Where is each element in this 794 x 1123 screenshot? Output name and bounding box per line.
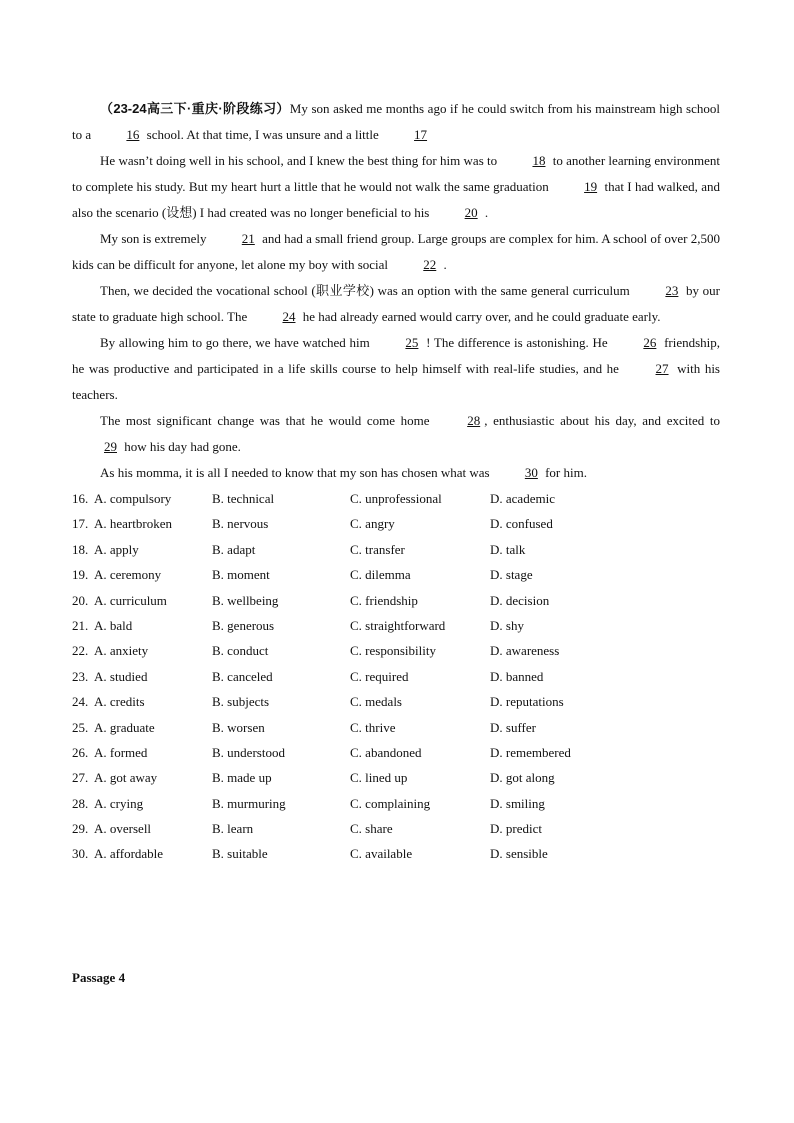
question-number: 29. bbox=[72, 821, 89, 837]
text: friendship, he was productive and participated in a life skills course to help himself with real-life studies, and he bbox=[72, 335, 721, 376]
option-d[interactable]: D. academic bbox=[490, 491, 555, 506]
question-number: 19. bbox=[72, 567, 89, 583]
text: ! The difference is astonishing. He bbox=[426, 335, 608, 350]
option-b[interactable]: B. suitable bbox=[212, 846, 268, 862]
option-a[interactable]: A. ceremony bbox=[94, 567, 162, 583]
option-c[interactable]: C. straightforward bbox=[350, 617, 446, 633]
option-c[interactable]: C. transfer bbox=[350, 541, 405, 557]
option-a[interactable]: A. graduate bbox=[94, 719, 155, 735]
option-d[interactable]: D. got along bbox=[490, 770, 555, 786]
option-c[interactable]: C. medals bbox=[350, 694, 402, 710]
option-a[interactable]: A. oversell bbox=[94, 821, 152, 837]
blank-29[interactable]: 29 bbox=[104, 439, 117, 454]
option-b[interactable]: B. worsen bbox=[212, 719, 265, 735]
option-a[interactable]: A. curriculum bbox=[94, 592, 167, 608]
option-d[interactable]: D. sensible bbox=[490, 846, 548, 862]
option-d[interactable]: D. smiling bbox=[490, 795, 545, 811]
option-b[interactable]: B. canceled bbox=[212, 668, 273, 684]
option-row bbox=[72, 664, 720, 689]
text: . bbox=[443, 257, 447, 272]
option-row bbox=[72, 588, 720, 613]
option-b[interactable]: B. learn bbox=[212, 821, 254, 837]
blank-27[interactable]: 27 bbox=[655, 361, 669, 376]
option-d[interactable]: D. banned bbox=[490, 668, 544, 684]
passage-label: Passage 4 bbox=[72, 970, 126, 985]
option-row bbox=[72, 841, 720, 866]
option-d[interactable]: D. reputations bbox=[490, 694, 564, 710]
option-a[interactable]: A. anxiety bbox=[94, 643, 149, 659]
option-d[interactable]: D. decision bbox=[490, 592, 550, 608]
text: My son asked me months ago if he could switch from his mainstream high school to a bbox=[72, 101, 720, 142]
blank-16[interactable]: 16 bbox=[126, 127, 140, 142]
option-b[interactable]: B. conduct bbox=[212, 643, 269, 659]
question-number: 26. bbox=[72, 744, 89, 760]
text: how his day had gone. bbox=[124, 439, 241, 454]
blank-23[interactable]: 23 bbox=[665, 283, 679, 298]
option-d[interactable]: D. talk bbox=[490, 541, 526, 557]
text: , enthusiastic about his day, and excited to bbox=[484, 413, 720, 428]
blank-22[interactable]: 22 bbox=[423, 257, 437, 272]
option-c[interactable]: C. required bbox=[350, 668, 409, 684]
blank-17[interactable]: 17 bbox=[414, 127, 428, 142]
blank-24[interactable]: 24 bbox=[282, 309, 296, 324]
option-d[interactable]: D. confused bbox=[490, 516, 553, 532]
option-c[interactable]: C. friendship bbox=[350, 592, 418, 608]
option-row bbox=[72, 740, 720, 765]
option-a[interactable]: A. heartbroken bbox=[94, 516, 172, 532]
option-c[interactable]: C. responsibility bbox=[350, 643, 436, 659]
option-a[interactable]: A. bald bbox=[94, 617, 133, 633]
option-b[interactable]: B. technical bbox=[212, 491, 275, 506]
option-d[interactable]: D. shy bbox=[490, 617, 524, 633]
option-row bbox=[72, 638, 720, 663]
option-d[interactable]: D. awareness bbox=[490, 643, 560, 659]
text: The most significant change was that he would come home bbox=[100, 413, 430, 428]
question-number: 21. bbox=[72, 617, 89, 633]
option-row bbox=[72, 791, 720, 816]
question-number: 30. bbox=[72, 846, 89, 862]
option-c[interactable]: C. dilemma bbox=[350, 567, 411, 583]
blank-28[interactable]: 28 bbox=[467, 413, 481, 428]
option-b[interactable]: B. murmuring bbox=[212, 795, 286, 811]
text: and had a small friend group. Large groups are complex for him. A school of over 2,500 kids can be difficult for anyone, let alone my boy with social bbox=[72, 231, 721, 272]
option-row bbox=[72, 562, 720, 587]
option-c[interactable]: C. share bbox=[350, 821, 393, 837]
option-d[interactable]: D. predict bbox=[490, 821, 542, 837]
option-b[interactable]: B. adapt bbox=[212, 541, 256, 557]
option-a[interactable]: A. compulsory bbox=[94, 491, 172, 506]
paragraph-6 bbox=[72, 408, 720, 460]
text: with his teachers. bbox=[72, 361, 720, 402]
option-d[interactable]: D. suffer bbox=[490, 719, 536, 735]
option-row bbox=[72, 765, 720, 790]
blank-19[interactable]: 19 bbox=[584, 179, 598, 194]
paragraph-7 bbox=[72, 460, 720, 486]
option-c[interactable]: C. lined up bbox=[350, 770, 408, 786]
option-c[interactable]: C. available bbox=[350, 846, 413, 862]
text: . bbox=[484, 205, 489, 220]
paragraph-1 bbox=[72, 96, 720, 148]
question-number: 24. bbox=[72, 694, 89, 710]
option-d[interactable]: D. remembered bbox=[490, 744, 571, 760]
option-c[interactable]: C. angry bbox=[350, 516, 395, 532]
option-row bbox=[72, 816, 720, 841]
question-number: 20. bbox=[72, 592, 89, 608]
option-c[interactable]: C. complaining bbox=[350, 795, 431, 811]
option-a[interactable]: A. studied bbox=[94, 668, 148, 684]
option-b[interactable]: B. generous bbox=[212, 617, 275, 633]
text: He wasn’t doing well in his school, and I knew the best thing for him was to bbox=[100, 153, 498, 168]
question-number: 17. bbox=[72, 516, 89, 532]
option-a[interactable]: A. credits bbox=[94, 694, 145, 710]
question-number: 22. bbox=[72, 643, 89, 659]
option-row bbox=[72, 689, 720, 714]
option-b[interactable]: B. understood bbox=[212, 744, 285, 760]
option-b[interactable]: B. wellbeing bbox=[212, 592, 279, 608]
text: to another learning environment to complete his study. But my heart hurt a little that he would not walk the same graduation bbox=[72, 153, 721, 194]
paragraph-4 bbox=[72, 278, 720, 330]
text: By allowing him to go there, we have watched him bbox=[100, 335, 370, 350]
option-b[interactable]: B. moment bbox=[212, 567, 270, 583]
answer-options bbox=[72, 486, 720, 867]
option-row bbox=[72, 486, 720, 511]
text: he had already earned would carry over, and he could graduate early. bbox=[302, 309, 661, 324]
question-number: 16. bbox=[72, 491, 89, 506]
question-number: 28. bbox=[72, 795, 89, 811]
option-c[interactable]: C. abandoned bbox=[350, 744, 422, 760]
option-b[interactable]: B. nervous bbox=[212, 516, 269, 532]
text: school. At that time, I was unsure and a little bbox=[146, 127, 379, 142]
option-d[interactable]: D. stage bbox=[490, 567, 533, 583]
blank-25[interactable]: 25 bbox=[405, 335, 419, 350]
option-b[interactable]: B. made up bbox=[212, 770, 272, 786]
question-number: 27. bbox=[72, 770, 89, 786]
option-c[interactable]: C. unprofessional bbox=[350, 491, 442, 506]
document-body bbox=[72, 96, 720, 867]
paragraph-5 bbox=[72, 330, 720, 408]
paragraph-2 bbox=[72, 148, 720, 226]
option-a[interactable]: A. crying bbox=[94, 795, 144, 811]
option-a[interactable]: A. formed bbox=[94, 744, 148, 760]
text: by our state to graduate high school. The bbox=[72, 283, 720, 324]
option-row bbox=[72, 613, 720, 638]
text: Then, we decided the vocational school (职业学校) was an option with the same general curriculum bbox=[100, 283, 630, 298]
option-row bbox=[72, 537, 720, 562]
text: My son is extremely bbox=[100, 231, 207, 246]
question-number: 23. bbox=[72, 668, 89, 684]
paragraph-3 bbox=[72, 226, 720, 278]
blank-18[interactable]: 18 bbox=[532, 153, 546, 168]
option-a[interactable]: A. apply bbox=[94, 541, 139, 557]
option-row bbox=[72, 715, 720, 740]
text: for him. bbox=[545, 465, 587, 480]
blank-30[interactable]: 30 bbox=[524, 465, 538, 480]
blank-20[interactable]: 20 bbox=[464, 205, 478, 220]
option-b[interactable]: B. subjects bbox=[212, 694, 270, 710]
question-number: 18. bbox=[72, 541, 89, 557]
option-a[interactable]: A. affordable bbox=[94, 846, 164, 862]
question-number: 25. bbox=[72, 719, 89, 735]
source-tag: （23-24高三下·重庆·阶段练习） bbox=[100, 101, 290, 116]
option-a[interactable]: A. got away bbox=[94, 770, 158, 786]
option-c[interactable]: C. thrive bbox=[350, 719, 396, 735]
text: that I had walked, and also the scenario (设想) I had created was no longer beneficial to his bbox=[72, 179, 721, 220]
option-row bbox=[72, 511, 720, 536]
blank-26[interactable]: 26 bbox=[643, 335, 657, 350]
blank-21[interactable]: 21 bbox=[241, 231, 255, 246]
text: As his momma, it is all I needed to know that my son has chosen what was bbox=[100, 465, 490, 480]
